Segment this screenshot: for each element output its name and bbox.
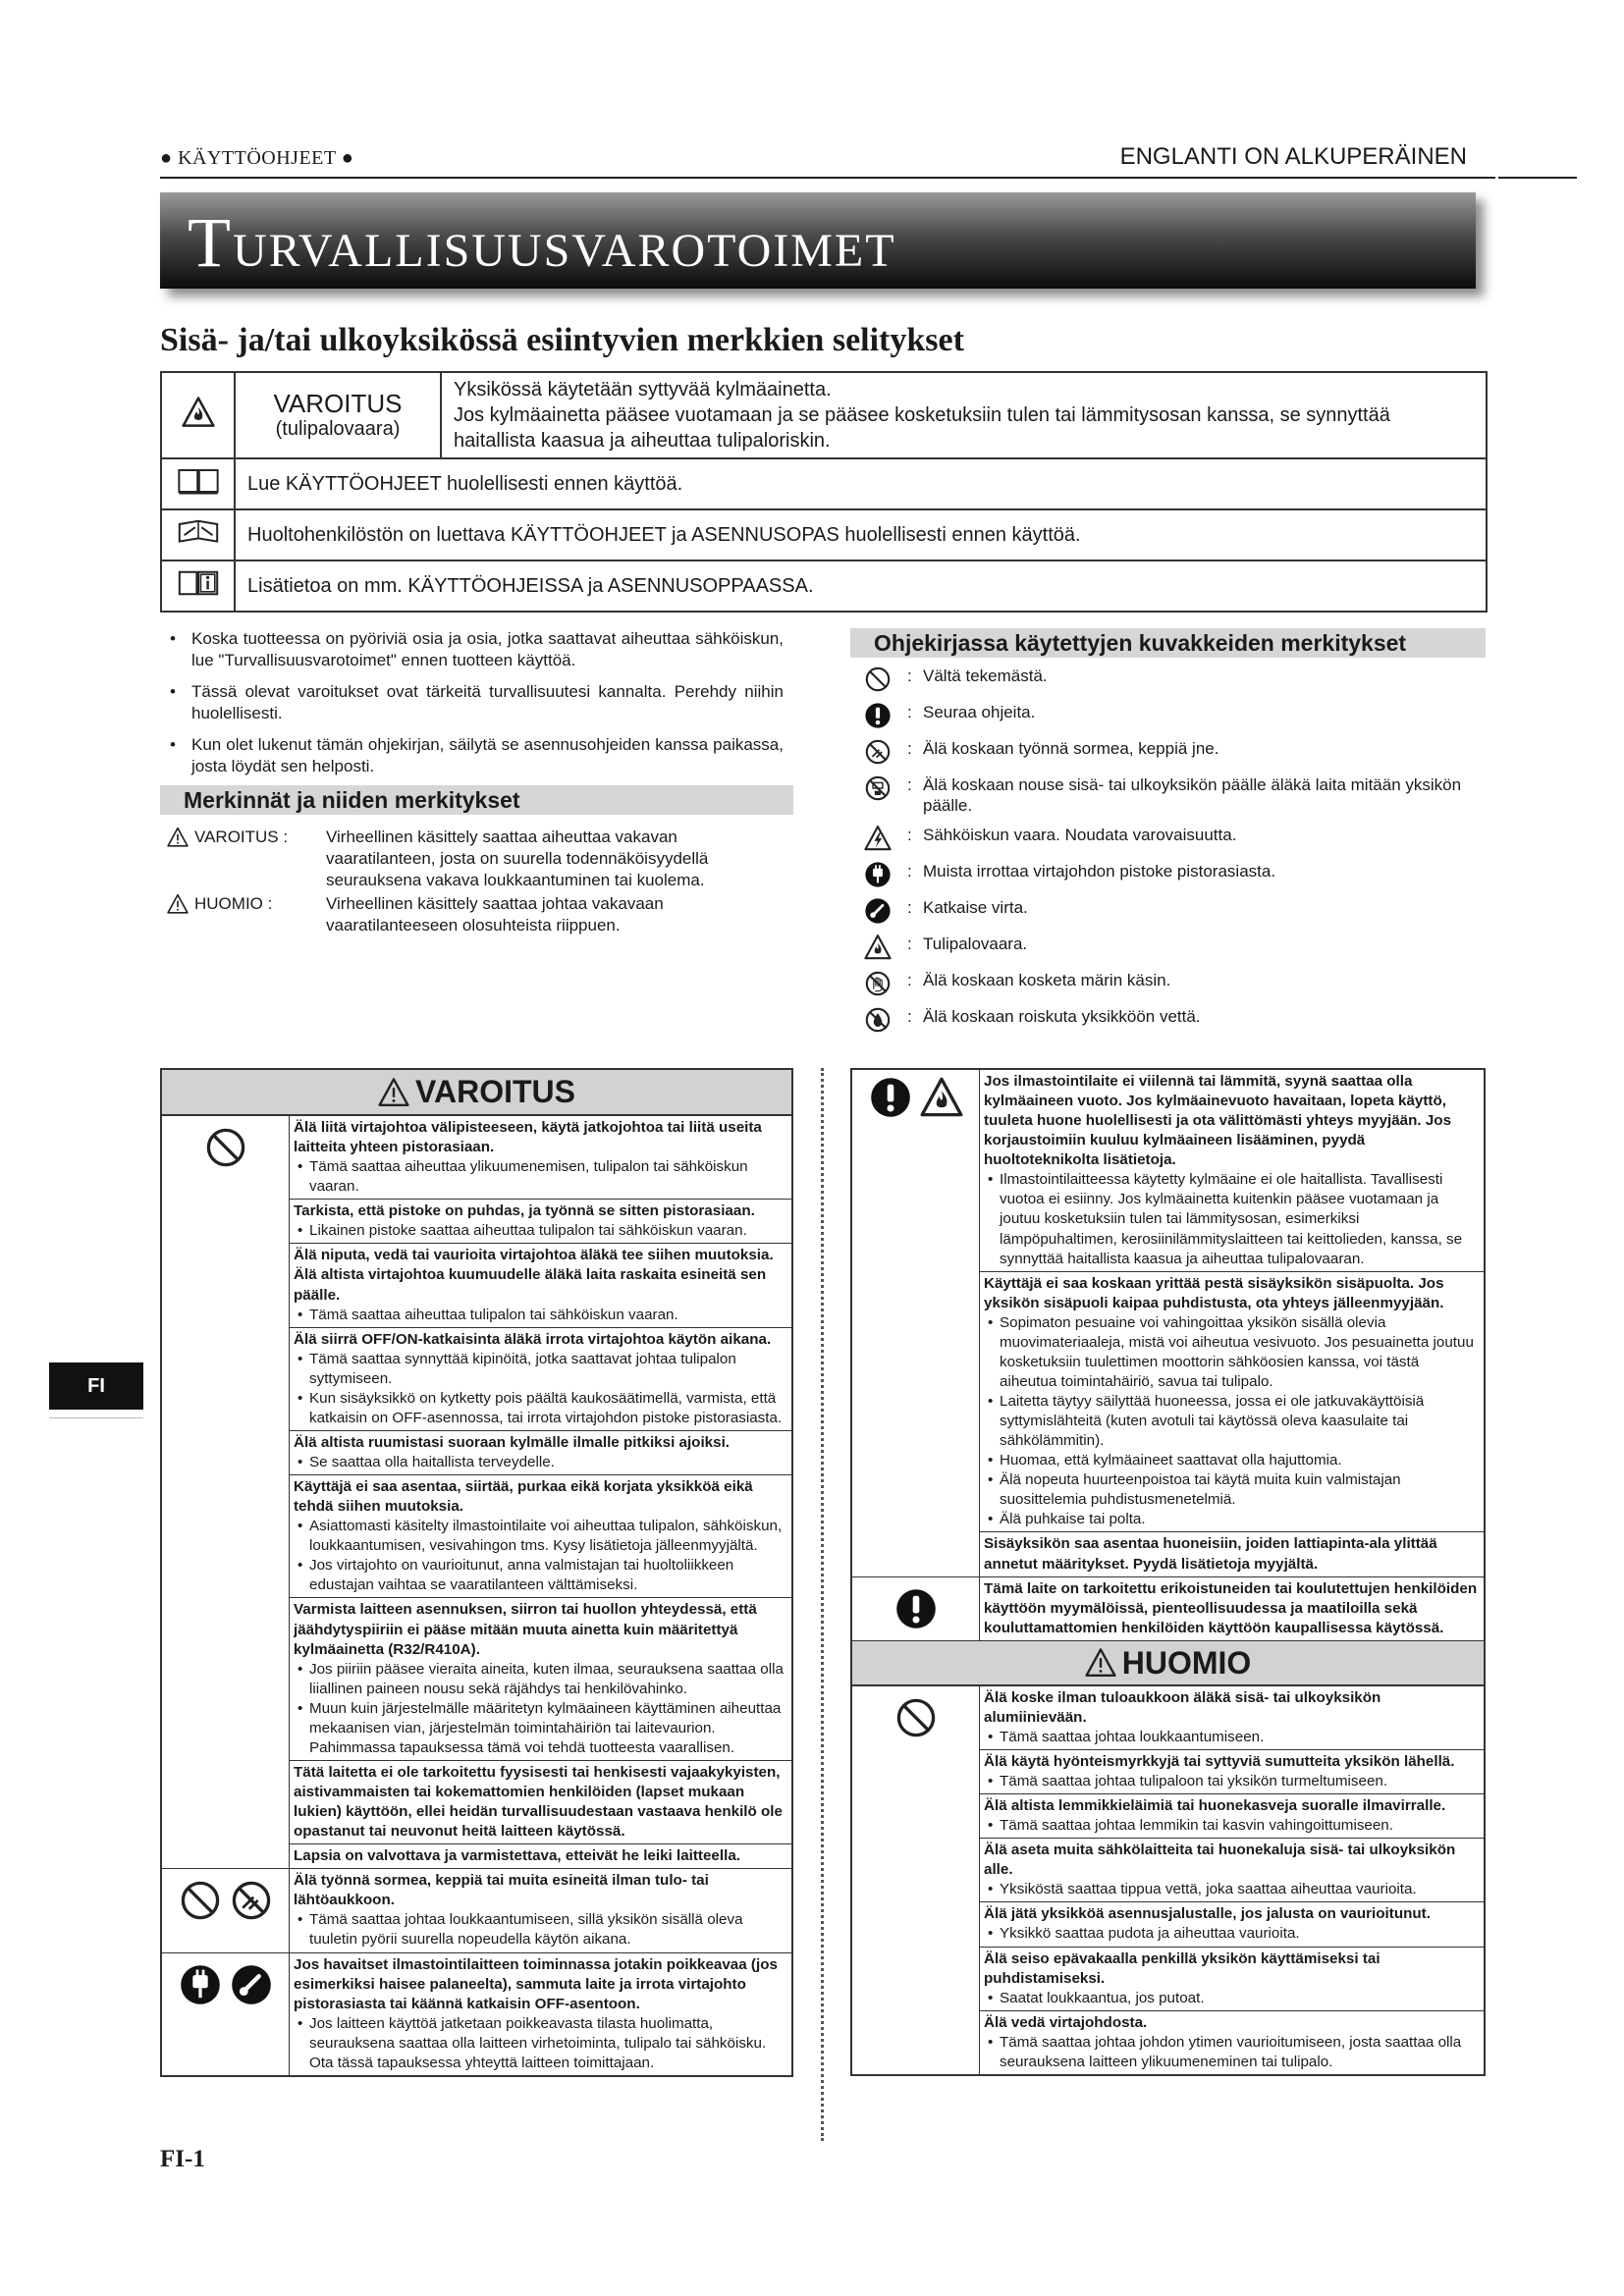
warning-group-refrigerant — [852, 1070, 1484, 1576]
warning-item-heading: Älä liitä virtajohtoa välipisteeseen, käytä jatkojohtoa tai liitä useita laitteita yhteen pistorasiaan. — [294, 1119, 762, 1156]
warning-item-heading: Älä käytä hyönteismyrkkyjä tai syttyviä sumutteita yksikön lähellä. — [984, 1752, 1455, 1770]
warning-item-detail: • Yksikkö saattaa pudota ja aiheuttaa vaurioita. — [984, 1924, 1478, 1944]
read-manual-icon — [177, 465, 220, 497]
warning-item — [290, 1430, 791, 1474]
warning-item — [980, 1577, 1484, 1640]
warning-item-detail: • Älä puhkaise tai polta. — [984, 1510, 1478, 1529]
page-number: FI-1 — [160, 2146, 205, 2172]
warning-item-detail: • Kun sisäyksikkö on kytketty pois päältä kaukosäätimellä, varmista, että katkaisin on OFF-asennossa, tai irrota virtajohdon pistoke pistorasiasta. — [294, 1389, 785, 1428]
legend-warning-label: VAROITUS (tulipalovaara) — [235, 372, 441, 458]
warning-items — [290, 1869, 791, 1951]
warning-item — [980, 1793, 1484, 1838]
warning-item-detail: • Tämä saattaa johtaa lemmikin tai kasvin vahingoittumiseen. — [984, 1816, 1478, 1836]
prohibited-icon — [204, 1126, 247, 1169]
warning-item-detail: • Saatat loukkaantua, jos putoat. — [984, 1989, 1478, 2008]
info-manual-icon — [174, 567, 223, 599]
marks-warning-label: VAROITUS : — [167, 827, 314, 848]
list-item: : Älä koskaan kosketa märin käsin. — [864, 970, 1492, 1002]
mandatory-icon — [869, 1076, 912, 1119]
prohibited-icon — [179, 1879, 222, 1922]
list-item: : Muista irrottaa virtajohdon pistoke pistorasiasta. — [864, 861, 1492, 893]
warning-item — [980, 1749, 1484, 1793]
warning-item — [980, 1271, 1484, 1532]
warning-item — [980, 1531, 1484, 1575]
list-item: • Tässä olevat varoitukset ovat tärkeitä turvallisuutesi kannalta. Perehdy niihin huolellisesti. — [170, 681, 784, 724]
warning-item-heading: Älä vedä virtajohdosta. — [984, 2013, 1148, 2031]
list-item: : Älä koskaan työnnä sormea, keppiä jne. — [864, 738, 1492, 771]
warning-box-header: VAROITUS — [162, 1070, 791, 1115]
warning-item-detail: • Likainen pistoke saattaa aiheuttaa tulipalon tai sähköiskun vaaran. — [294, 1221, 785, 1241]
group-icon-cell — [162, 1869, 290, 1951]
warning-item-heading: Älä jätä yksikköä asennusjalustalle, jos jalusta on vaurioitunut. — [984, 1905, 1431, 1923]
group-icon-cell — [162, 1953, 290, 2075]
caution-items — [980, 1686, 1484, 2074]
warning-item-detail: • Huomaa, että kylmäaineet saattavat olla hajuttomia. — [984, 1451, 1478, 1470]
warning-item-detail: • Se saattaa olla haitallista terveydelle. — [294, 1453, 785, 1472]
caution-box-header: HUOMIO — [852, 1640, 1484, 1685]
legend-icon-cell — [161, 509, 235, 561]
warning-item-heading: Jos ilmastointilaite ei viilennä tai lämmitä, syynä saattaa olla kylmäaineen vuoto. Jos kylmäainevuoto havaitaan, lopeta käyttö, tuuleta huone huolellisesti ja ota välittömästi yhteys myyjään. Jos korjaustoimiin kuuluu kylmäaineen lisääminen, pyydä huoltoteknikolta lisätietoja. — [984, 1073, 1452, 1169]
warning-item — [290, 1474, 791, 1597]
warning-item-detail: • Tämä saattaa aiheuttaa tulipalon tai sähköiskun vaaran. — [294, 1306, 785, 1325]
warning-item-detail: • Asiattomasti käsitelty ilmastointilaite voi aiheuttaa tulipalon, sähköiskun, loukkaantumisen, vesivahingon tms. Kysy lisätietoja jälleenmyyjältä. — [294, 1517, 785, 1556]
title-banner — [160, 192, 1476, 289]
warning-items — [980, 1577, 1484, 1640]
prohibited-icon — [894, 1696, 938, 1739]
warning-item-heading: Sisäyksikön saa asentaa huoneisiin, joiden lattiapinta-ala ylittää annetut määritykset. Pyydä lisätietoja myyjältä. — [984, 1535, 1437, 1573]
list-item: : Älä koskaan roiskuta yksikköön vettä. — [864, 1006, 1492, 1039]
power-off-icon — [230, 1963, 273, 2006]
warning-item — [290, 1327, 791, 1430]
warning-group-unplug — [162, 1952, 791, 2075]
warning-item-heading: Älä koske ilman tuloaukkoon äläkä sisä- tai ulkoyksikön alumiinievään. — [984, 1688, 1381, 1726]
electric-shock-icon — [864, 825, 892, 852]
warning-item-heading: Lapsia on valvottava ja varmistettava, etteivät he leiki laitteella. — [294, 1847, 740, 1865]
warning-item — [290, 1199, 791, 1243]
group-icon-cell — [852, 1686, 980, 2074]
warning-item — [980, 1947, 1484, 2010]
icon-meanings-heading: Ohjekirjassa käytettyjen kuvakkeiden merkitykset — [850, 628, 1486, 658]
fire-hazard-icon — [182, 396, 215, 429]
group-icon-cell — [852, 1577, 980, 1640]
fire-hazard-icon — [864, 934, 892, 961]
warning-item-detail: • Tämä saattaa johtaa loukkaantumiseen, sillä yksikön sisällä oleva tuuletin pyörii suurella nopeudella käytön aikana. — [294, 1910, 785, 1949]
list-item: : Älä koskaan nouse sisä- tai ulkoyksikön päälle äläkä laita mitään yksikön päälle. — [864, 774, 1492, 817]
warning-item-detail: • Ilmastointilaitteessa käytetty kylmäaine ei ole haitallista. Tavallisesti vuotoa ei esiinny. Jos kylmäainetta kuitenkin pääsee vuotamaan ja joutuu kosketuksiin tulen tai lämmitysosan, esimerkiksi lämpöpuhaltimen, kerosiinilämmityslaitteen tai keittolieden, kanssa, se synnyttää haitallista kaasua ja aiheuttaa tulipalovaaran. — [984, 1170, 1478, 1268]
warning-triangle-icon — [167, 827, 189, 848]
warning-items — [290, 1953, 791, 2075]
warning-item-heading: Tarkista, että pistoke on puhdas, ja työnnä se sitten pistorasiaan. — [294, 1202, 755, 1220]
prohibited-icon — [864, 666, 892, 693]
column-divider — [821, 1068, 824, 2141]
language-tab: FI — [49, 1362, 143, 1410]
warning-group-prohibit — [162, 1115, 791, 1868]
mandatory-icon — [864, 702, 892, 729]
page-title: TURVALLISUUSVAROTOIMET — [188, 203, 896, 282]
warning-item-detail: • Jos virtajohto on vaurioitunut, anna valmistajan tai huoltoliikkeen edustajan vaihtaa se vaaratilanteen välttämiseksi. — [294, 1556, 785, 1595]
warning-item-detail: • Jos piiriin pääsee vieraita aineita, kuten ilmaa, seurauksena saattaa olla liiallinen paineen nousu sekä räjähdys tai henkilövahinko. — [294, 1660, 785, 1699]
warning-group-finger — [162, 1868, 791, 1951]
service-manual-icon — [171, 516, 226, 548]
legend-info: Lisätietoa on mm. KÄYTTÖOHJEISSA ja ASENNUSOPPAASSA. — [235, 561, 1487, 612]
warning-item-heading: Älä niputa, vedä tai vaurioita virtajohtoa äläkä tee siihen muutoksia. Älä altista virtajohtoa kuumuudelle äläkä laita raskaita esineitä sen päälle. — [294, 1247, 774, 1304]
warning-item — [980, 1838, 1484, 1901]
warning-item-heading: Tätä laitetta ei ole tarkoitettu fyysisesti tai henkisesti vajaakykyisten, aistivammaisten tai kokemattomien henkilöiden (lapset mukaan lukien) käyttöön, ellei heidän turvallisuudestaan vastaava henkilö ole opastanut tai neuvonut heitä laitteen käytössä. — [294, 1763, 783, 1841]
legend-read-manual: Lue KÄYTTÖOHJEET huolellisesti ennen käyttöä. — [235, 458, 1487, 509]
warning-item — [290, 1843, 791, 1868]
marks-caution-text: Virheellinen käsittely saattaa johtaa vakavaan vaaratilanteeseen olosuhteista riippuen. — [326, 894, 664, 935]
warning-item-heading: Tämä laite on tarkoitettu erikoistuneiden tai koulutettujen henkilöiden käyttöön myymälöissä, pienteollisuudessa ja maatiloilla sekä kouluttamattomien henkilöiden käyttöön kaupallisessa käytössä. — [984, 1579, 1478, 1636]
no-wet-hands-icon — [864, 970, 892, 997]
list-item: • Koska tuotteessa on pyöriviä osia ja osia, jotka saattavat aiheuttaa sähköiskun, lue "Turvallisuusvarotoimet" ennen tuotteen käyttöä. — [170, 628, 784, 671]
caution-triangle-icon — [1085, 1647, 1116, 1679]
tab-divider — [49, 1417, 143, 1418]
warning-triangle-icon — [378, 1077, 409, 1108]
warning-item — [290, 1243, 791, 1326]
list-item: : Sähköiskun vaara. Noudata varovaisuutta. — [864, 825, 1492, 857]
warning-item — [290, 1869, 791, 1951]
header-rule — [160, 177, 1495, 179]
warning-item-detail: • Laitetta täytyy säilyttää huoneessa, jossa ei ole jatkuvakäyttöisiä syttymislähteitä (kuten avotuli tai käytössä oleva kaasulaite tai sähkölämmitin). — [984, 1392, 1478, 1451]
no-step-icon — [864, 774, 892, 802]
warning-item-heading: Älä aseta muita sähkölaitteita tai huonekaluja sisä- tai ulkoyksikön alle. — [984, 1842, 1456, 1879]
warning-item-detail: • Jos laitteen käyttöä jatketaan poikkeavasta tilasta huolimatta, seurauksena saattaa olla laitteen virhetoiminta, tulipalo tai sähköisku. Ota tässä tapauksessa yhteyttä laitteen toimittajaan. — [294, 2014, 785, 2073]
warning-item-heading: Älä työnnä sormea, keppiä tai muita esineitä ilman tulo- tai lähtöaukkoon. — [294, 1872, 709, 1909]
warning-item — [290, 1116, 791, 1199]
fire-hazard-icon — [920, 1076, 963, 1119]
warning-items — [290, 1116, 791, 1868]
warning-item-detail: • Tämä saattaa johtaa johdon ytimen vaurioitumiseen, josta saattaa olla seurauksena laitteen ylikuumeneminen tai tulipalo. — [984, 2033, 1478, 2072]
unplug-icon — [179, 1963, 222, 2006]
legend-icon-cell — [161, 458, 235, 509]
warning-item-heading: Älä seiso epävakaalla penkillä yksikön käyttämiseksi tai puhdistamiseksi. — [984, 1949, 1380, 1987]
warning-item-detail: • Yksiköstä saattaa tippua vettä, joka saattaa aiheuttaa vaurioita. — [984, 1880, 1478, 1899]
warning-item-detail: • Sopimaton pesuaine voi vahingoittaa yksikön sisällä olevia muovimateriaaleja, mistä voi aiheutua vesivuoto. Jos pesuainetta joutuu kosketuksiin tuulettimen moottorin sähköosien kanssa, voi tästä aiheutua toimintahäiriö, savua tai tulipalo. — [984, 1313, 1478, 1392]
unplug-icon — [864, 861, 892, 888]
warning-item-heading: Älä siirrä OFF/ON-katkaisinta äläkä irrota virtajohtoa käytön aikana. — [294, 1330, 772, 1348]
warning-item — [290, 1597, 791, 1760]
no-finger-icon — [230, 1879, 273, 1922]
no-finger-icon — [864, 738, 892, 766]
warning-item — [980, 1901, 1484, 1946]
no-water-icon — [864, 1006, 892, 1034]
section-title: Sisä- ja/tai ulkoyksikössä esiintyvien merkkien selitykset — [160, 322, 964, 358]
marks-warning-text: Virheellinen käsittely saattaa aiheuttaa vakavan vaaratilanteen, josta on suurella todennäköisyydellä seurauksena vakava loukkaantuminen tai kuolema. — [326, 828, 709, 890]
mandatory-icon — [894, 1587, 938, 1630]
marks-caution-label: HUOMIO : — [167, 893, 314, 915]
warning-item-detail: • Tämä saattaa synnyttää kipinöitä, jotka saattavat johtaa tulipalon syttymiseen. — [294, 1350, 785, 1389]
list-item: : Seuraa ohjeita. — [864, 702, 1492, 734]
list-item: : Vältä tekemästä. — [864, 666, 1492, 698]
legend-icon-cell — [161, 372, 235, 458]
marks-heading: Merkinnät ja niiden merkitykset — [160, 785, 793, 815]
symbol-legend-table — [160, 371, 1488, 613]
list-item: : Tulipalovaara. — [864, 934, 1492, 966]
warning-item-detail: • Tämä saattaa aiheuttaa ylikuumenemisen, tulipalon tai sähköiskun vaaran. — [294, 1157, 785, 1197]
legend-service-manual: Huoltohenkilöstön on luettava KÄYTTÖOHJEET ja ASENNUSOPAS huolellisesti ennen käyttöä. — [235, 509, 1487, 561]
warning-group-professional — [852, 1576, 1484, 1640]
original-language-note: ENGLANTI ON ALKUPERÄINEN — [1119, 143, 1467, 170]
caution-group — [852, 1685, 1484, 2074]
warning-item-detail: • Tämä saattaa johtaa tulipaloon tai yksikön turmeltumiseen. — [984, 1772, 1478, 1791]
warning-item-heading: Varmista laitteen asennuksen, siirron tai huollon yhteydessä, että jäähdytyspiiriin ei pääse mitään muuta ainetta kuin määritettyä kylmäainetta (R32/R410A). — [294, 1601, 757, 1658]
warning-item — [290, 1953, 791, 2075]
warning-item-detail: • Älä nopeuta huurteenpoistoa tai käytä muita kuin valmistajan suosittelemia puhdistusmenetelmiä. — [984, 1470, 1478, 1510]
legend-warning-desc: Yksikössä käytetään syttyvää kylmäainetta. Jos kylmäainetta pääsee vuotamaan ja se pääsee kosketuksiin tulen tai lämmitysosan kanssa, se synnyttää haitallista kaasua ja aiheuttaa tulipaloriskin. — [441, 372, 1487, 458]
legend-icon-cell — [161, 561, 235, 612]
warning-item-heading: Älä altista ruumistasi suoraan kylmälle ilmalle pitkiksi ajoiksi. — [294, 1433, 731, 1451]
intro-bullets — [170, 628, 784, 788]
warning-items — [980, 1070, 1484, 1576]
list-item: : Katkaise virta. — [864, 897, 1492, 930]
group-icon-cell — [852, 1070, 980, 1576]
header-rule-extension — [1498, 177, 1577, 179]
warning-item-heading: Käyttäjä ei saa koskaan yrittää pestä sisäyksikön sisäpuolta. Jos yksikön sisäpuoli kaipaa puhdistusta, ota yhteys jälleenmyyjään. — [984, 1274, 1444, 1311]
warning-item-heading: Käyttäjä ei saa asentaa, siirtää, purkaa eikä korjata yksikköä eikä tehdä siihen muutoksia. — [294, 1478, 753, 1516]
manual-section-label: ● KÄYTTÖOHJEET ● — [160, 147, 354, 169]
warning-box-continued — [850, 1068, 1486, 2076]
warning-item-heading: Älä altista lemmikkieläimiä tai huonekasveja suoralle ilmavirralle. — [984, 1797, 1446, 1815]
power-off-icon — [864, 897, 892, 925]
warning-item — [980, 1686, 1484, 1749]
warning-item-detail: • Muun kuin järjestelmälle määritetyn kylmäaineen käyttäminen aiheuttaa mekaanisen vian, järjestelmän toimintahäiriön tai laitevaurion. Pahimmassa tapauksessa tämä voi tehdä tuotteesta vaarallisen. — [294, 1699, 785, 1758]
warning-item-heading: Jos havaitset ilmastointilaitteen toiminnassa jotakin poikkeavaa (jos esimerkiksi haisee palaneelta), sammuta laite ja irrota virtajohto pistorasiasta tai käännä katkaisin OFF-asentoon. — [294, 1955, 778, 2012]
warning-item — [980, 2010, 1484, 2074]
warning-item — [290, 1760, 791, 1843]
warning-box — [160, 1068, 793, 2077]
list-item: • Kun olet lukenut tämän ohjekirjan, säilytä se asennusohjeiden kanssa paikassa, josta löydät sen helposti. — [170, 734, 784, 777]
group-icon-cell — [162, 1116, 290, 1868]
warning-item — [980, 1070, 1484, 1271]
warning-item-detail: • Tämä saattaa johtaa loukkaantumiseen. — [984, 1728, 1478, 1747]
caution-triangle-icon — [167, 893, 189, 915]
